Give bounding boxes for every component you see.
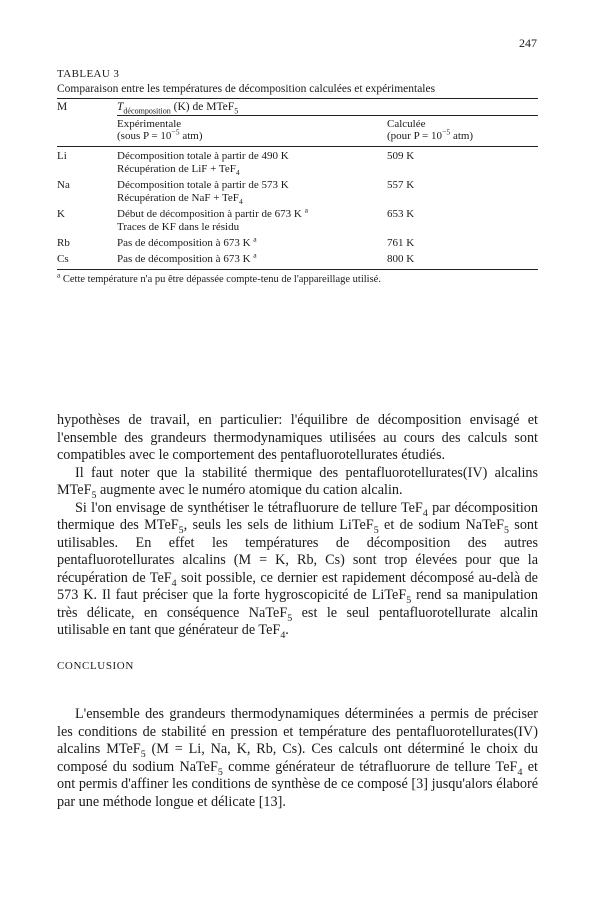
subheader-experimental: Expérimentale (sous $P = 10^{-5}$ atm) xyxy=(117,118,203,142)
conclusion-heading: CONCLUSION xyxy=(57,660,134,672)
cell-m: Cs xyxy=(57,253,69,265)
cell-experimental: Décomposition totale à partir de 573 K Récupération de NaF + TeF$_4$ xyxy=(117,179,289,207)
cell-experimental: Début de décomposition à partir de 673 K $^a$ Traces de KF dans le résidu xyxy=(117,205,308,233)
table-bottom-rule xyxy=(57,269,538,270)
table-row xyxy=(57,150,538,179)
page-number: 247 xyxy=(519,36,537,50)
body-paragraphs xyxy=(57,412,538,640)
table-header xyxy=(57,99,538,115)
cell-experimental: Pas de décomposition à 673 K $^a$ xyxy=(117,250,257,265)
conclusion-text xyxy=(57,706,538,811)
paragraph: hypothèses de travail, en particulier: l'équilibre de décomposition envisagé et l'ensemble des grandeurs thermodynamiques utilisées au cours des calculs sont compatibles avec le comportement des pentafluorotellurates étudiés. xyxy=(57,412,538,463)
cell-calculated: 653 K xyxy=(387,208,415,220)
cell-calculated: 557 K xyxy=(387,179,415,191)
cell-calculated: 761 K xyxy=(387,237,415,249)
cell-calculated: 509 K xyxy=(387,150,415,162)
cell-m: Li xyxy=(57,150,67,162)
header-temperature: $T_{décomposition}$ (K) de MTeF$_5$ xyxy=(117,101,239,116)
table-3 xyxy=(57,68,538,285)
cell-m: K xyxy=(57,208,65,220)
table-row xyxy=(57,253,538,269)
paragraph: Il faut noter que la stabilité thermique des pentafluorotellurates(IV) alcalins MTeF$_5$ augmente avec le numéro atomique du cation alcalin. xyxy=(57,464,538,501)
table-caption: Comparaison entre les températures de décomposition calculées et expérimentales xyxy=(57,83,436,95)
table-row xyxy=(57,237,538,253)
cell-m: Rb xyxy=(57,237,70,249)
table-subheader xyxy=(57,116,538,146)
cell-experimental: Décomposition totale à partir de 490 K Récupération de LiF + TeF$_4$ xyxy=(117,150,289,178)
paragraph: L'ensemble des grandeurs thermodynamiques déterminées a permis de préciser les conditions de stabilité en pression et température des pentafluorotellurates(IV) alcalins MTeF$_5$ (M = Li, Na, K, Rb, Cs). Ces calculs ont déterminé le choix du composé du sodium NaTeF$_5$ comme générateur de tétrafluorure de tellure TeF$_4$ et ont permis d'affiner les conditions de synthèse de ce composé [3] jusqu'alors élaboré par une méthode longue et délicate [13]. xyxy=(57,706,538,810)
table-row xyxy=(57,208,538,237)
cell-m: Na xyxy=(57,179,70,191)
cell-calculated: 800 K xyxy=(387,253,415,265)
table-label: TABLEAU 3 xyxy=(57,68,120,80)
table-row xyxy=(57,179,538,208)
cell-experimental: Pas de décomposition à 673 K $^a$ xyxy=(117,234,257,249)
header-m: M xyxy=(57,101,68,113)
header-bottom-rule xyxy=(57,146,538,147)
table-body xyxy=(57,150,538,269)
table-footnote: $^a$ Cette température n'a pu être dépassée compte-tenu de l'appareillage utilisé. xyxy=(57,270,381,285)
subheader-calculated: Calculée (pour $P = 10^{-5}$ atm) xyxy=(387,118,474,142)
paragraph: Si l'on envisage de synthétiser le tétrafluorure de tellure TeF$_4$ par décomposition thermique des MTeF$_5$, seuls les sels de lithium LiTeF$_5$ et de sodium NaTeF$_5$ sont utilisables. En effet les températures de décomposition des autres pentafluorotellurates alcalins (M = K, Rb, Cs) sont trop élevées pour que la récupération de TeF$_4$ soit possible, ce dernier est rapidement décomposé au-delà de 573 K. Il faut préciser que la forte hygroscopicité de LiTeF$_5$ rend sa manipulation très délicate, en conséquence NaTeF$_5$ est le seul pentafluorotellurate alcalin utilisable en tant que générateur de TeF$_4$. xyxy=(57,499,538,641)
